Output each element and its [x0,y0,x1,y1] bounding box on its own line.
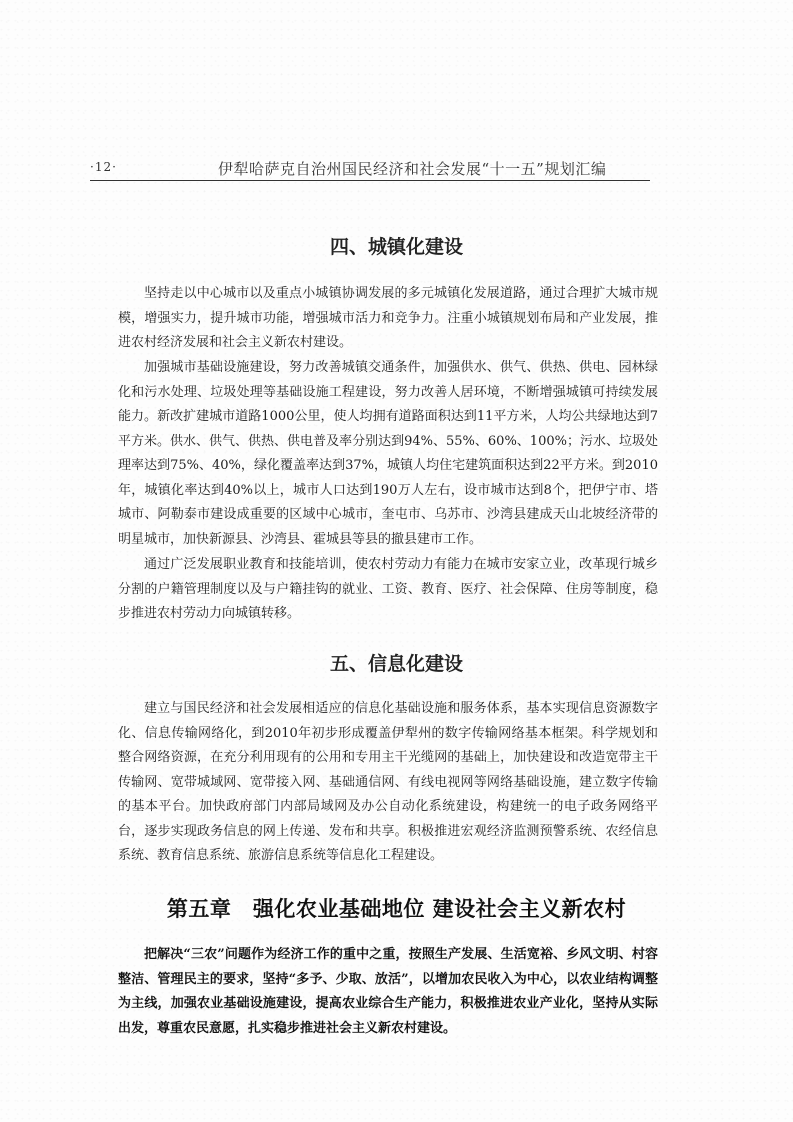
section-heading-informatization: 五、信息化建设 [329,653,463,675]
chapter-heading: 第五章 强化农业基础地位 建设社会主义新农村 [166,897,627,921]
section-heading-urbanization: 四、城镇化建设 [329,236,463,258]
page-number: ·12· [90,160,117,174]
running-title: 伊犁哈萨克自治州国民经济和社会发展“十一五”规划汇编 [218,160,607,178]
running-header [90,158,650,181]
paragraph-urbanization-3: 通过广泛发展职业教育和技能培训，使农村劳动力有能力在城市安家立业，改革现行城乡分割的户籍管理制度以及与户籍挂钩的就业、工资、教育、医疗、社会保障、住房等制度，稳步推进农村劳动力向城镇转移。 [118,557,658,621]
paragraph-informatization-1: 建立与国民经济和社会发展相适应的信息化基础设施和服务体系，基本实现信息资源数字化、信息传输网络化，到2010年初步形成覆盖伊犁州的数字传输网络基本框架。科学规划和整合网络资源，在充分利用现有的公用和专用主干光缆网的基础上，加快建设和改造宽带主干传输网、宽带城域网、宽带接入网、基础通信网、有线电视网等网络基础设施，建立数字传输的基本平台。加快政府部门内部局域网及办公自动化系统建设，构建统一的电子政务网络平台，逐步实现政务信息的网上传递、发布和共享。积极推进宏观经济监测预警系统、农经信息系统、教育信息系统、旅游信息系统等信息化工程建设。 [118,701,658,863]
paragraph-chapter-five-1: 把解决“三农”问题作为经济工作的重中之重，按照生产发展、生活宽裕、乡风文明、村容整洁、管理民主的要求，坚持“多予、少取、放活”，以增加农民收入为中心，以农业结构调整为主线，加强农业基础设施建设，提高农业综合生产能力，积极推进农业产业化，坚持从实际出发，尊重农民意愿，扎实稳步推进社会主义新农村建设。 [118,947,658,1036]
paragraph-urbanization-1: 坚持走以中心城市以及重点小城镇协调发展的多元城镇化发展道路，通过合理扩大城市规模，增强实力，提升城市功能，增强城市活力和竞争力。注重小城镇规划布局和产业发展，推进农村经济发展和社会主义新农村建设。 [118,286,658,350]
paragraph-urbanization-2: 加强城市基础设施建设，努力改善城镇交通条件，加强供水、供气、供热、供电、园林绿化和污水处理、垃圾处理等基础设施工程建设，努力改善人居环境，不断增强城镇可持续发展能力。新改扩建城市道路1000公里，使人均拥有道路面积达到11平方米，人均公共绿地达到7平方米。供水、供气、供热、供电普及率分别达到94%、55%、60%、100%；污水、垃圾处理率达到75%、40%，绿化覆盖率达到37%，城镇人均住宅建筑面积达到22平方米。到2010年，城镇化率达到40%以上，城市人口达到190万人左右，设市城市达到8个，把伊宁市、塔城市、阿勒泰市建设成重要的区域中心城市，奎屯市、乌苏市、沙湾县建成天山北坡经济带的明星城市，加快新源县、沙湾县、霍城县等县的撤县建市工作。 [118,360,658,547]
